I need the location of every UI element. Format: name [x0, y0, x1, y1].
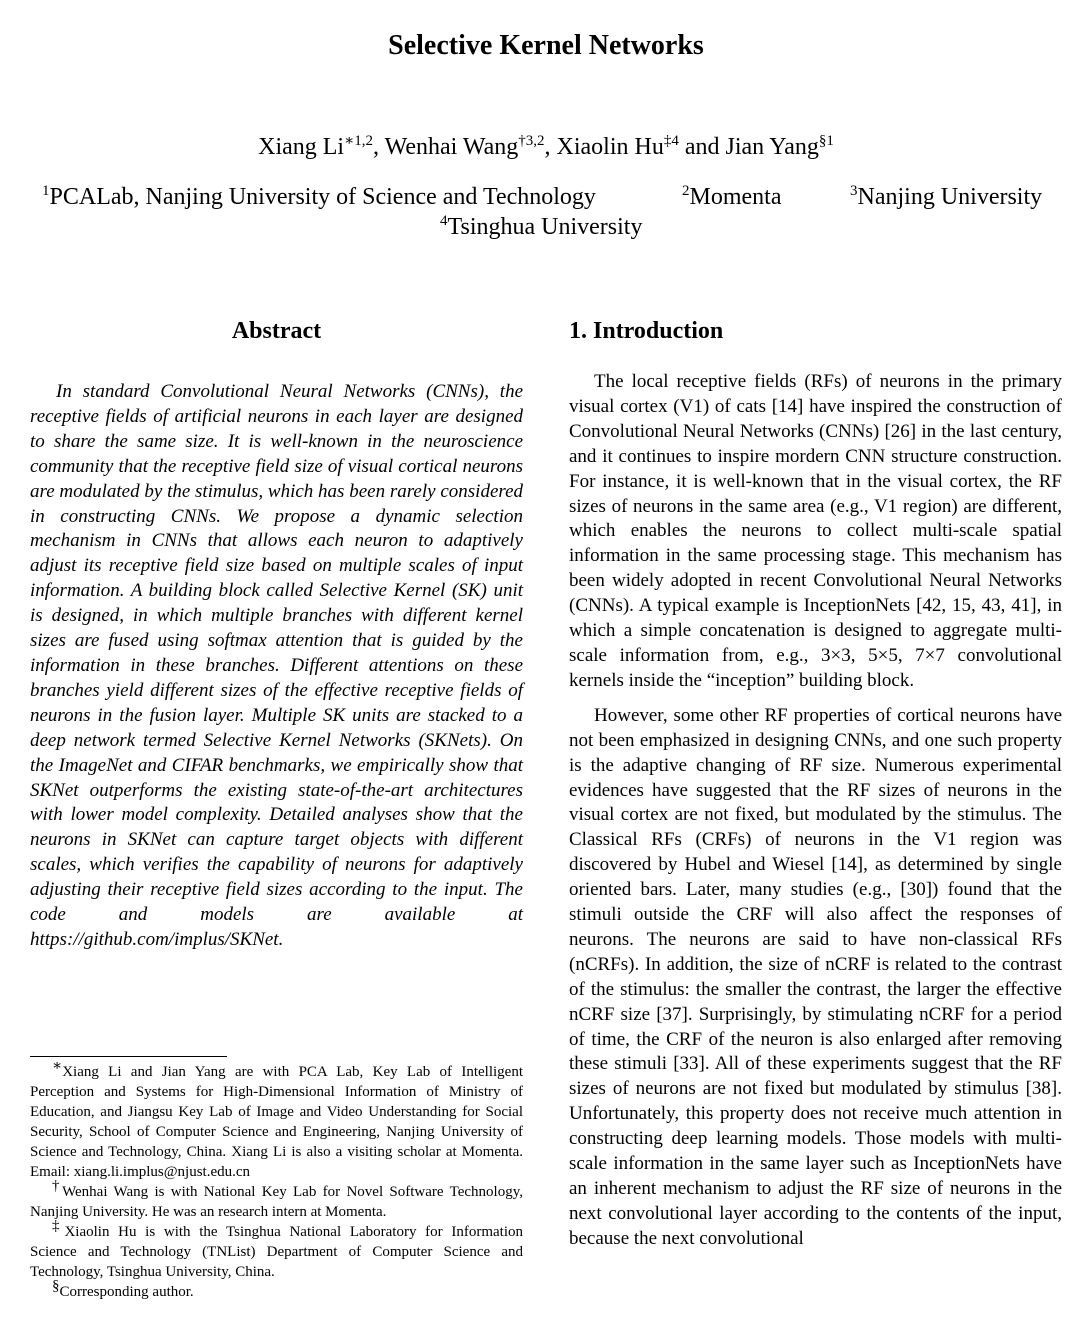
footnote-text: Corresponding author.	[59, 1284, 194, 1300]
footnote-text: Xiaolin Hu is with the Tsinghua National Laboratory for Information Science and Technology (TNList) Department of Computer Science and Technology, Tsinghua University, China.	[30, 1224, 523, 1280]
affiliation	[42, 184, 596, 211]
footnote	[30, 1218, 523, 1282]
author-mark: §1	[818, 133, 834, 149]
footnote	[30, 1058, 523, 1182]
affiliation-name: Tsinghua University	[447, 214, 643, 240]
author-conjunction: and	[678, 134, 726, 160]
affiliation-number: 2	[682, 183, 690, 199]
author-separator: ,	[544, 134, 557, 160]
author-name: Xiaolin Hu	[556, 134, 664, 160]
author-name: Jian Yang	[725, 134, 819, 160]
footnote-mark: †	[52, 1178, 63, 1194]
affiliation	[440, 214, 642, 241]
author-name: Xiang Li	[258, 134, 345, 160]
abstract-heading: Abstract	[231, 318, 322, 344]
footnote	[30, 1178, 523, 1222]
introduction-body	[569, 370, 1062, 1262]
author-mark: ∗1,2	[344, 133, 374, 149]
footnote-mark: ∗	[52, 1058, 63, 1074]
affiliation-name: PCALab, Nanjing University of Science and Technology	[49, 184, 596, 210]
affiliation-name: Momenta	[689, 184, 782, 210]
abstract-text: In standard Convolutional Neural Networks (CNNs), the receptive fields of artificial neurons in each layer are designed to share the same size. It is well-known in the neuroscience community that the receptive field size of visual cortical neurons are modulated by the stimulus, which has been rarely considered in constructing CNNs. We propose a dynamic selection mechanism in CNNs that allows each neuron to adaptively adjust its receptive field size based on multiple scales of input information. A building block called Selective Kernel (SK) unit is designed, in which multiple branches with different kernel sizes are fused using softmax attention that is guided by the information in these branches. Different attentions on these branches yield different sizes of the effective receptive fields of neurons in the fusion layer. Multiple SK units are stacked to a deep network termed Selective Kernel Networks (SKNets). On the ImageNet and CIFAR benchmarks, we empirically show that SKNet outperforms the existing state-of-the-art architectures with lower model complexity. Detailed analyses show that the neurons in SKNet can capture target objects with different scales, which verifies the capability of neurons for adaptively adjusting their receptive field sizes according to the input. The code and models are available at https://github.com/implus/SKNet.	[30, 381, 523, 950]
footnote-text: Xiang Li and Jian Yang are with PCA Lab, Key Lab of Intelligent Perception and Systems for High-Dimensional Information of Ministry of Education, and Jiangsu Key Lab of Image and Video Understanding for Social Security, School of Computer Science and Engineering, Nanjing University of Science and Technology, China. Xiang Li is also a visiting scholar at Momenta. Email: xiang.li.implus@njust.edu.cn	[30, 1064, 523, 1180]
author-mark: †3,2	[518, 133, 545, 149]
footnote-mark: ‡	[52, 1218, 65, 1234]
introduction-heading: 1. Introduction	[569, 318, 724, 344]
paper-title: Selective Kernel Networks	[388, 30, 704, 61]
affiliation-number: 3	[850, 183, 858, 199]
footnote-text: Wenhai Wang is with National Key Lab for Novel Software Technology, Nanjing University. He was an research intern at Momenta.	[30, 1184, 523, 1220]
affiliation-number: 1	[42, 183, 50, 199]
author-list	[0, 134, 1092, 161]
affiliation	[682, 184, 781, 211]
author-separator: ,	[373, 134, 385, 160]
footnote-mark: §	[52, 1278, 60, 1294]
paragraph: However, some other RF properties of cortical neurons have not been emphasized in designing CNNs, and one such property is the adaptive changing of RF size. Numerous experimental evidences have suggested that the RF sizes of neurons in the visual cortex are not fixed, but modulated by the stimulus. The Classical RFs (CRFs) of neurons in the V1 region was discovered by Hubel and Wiesel [14], as determined by single oriented bars. Later, many studies (e.g., [30]) found that the stimuli outside the CRF will also affect the responses of neurons. The neurons are said to have non-classical RFs (nCRFs). In addition, the size of nCRF is related to the contrast of the stimulus: the smaller the contrast, the larger the effective nCRF size [37]. Surprisingly, by stimulating nCRF for a period of time, the CRF of the neuron is also enlarged after removing these stimuli [33]. All of these experiments suggest that the RF sizes of neurons are not fixed but modulated by stimulus [38]. Unfortunately, this property does not receive much attention in constructing deep learning models. Those models with multi-scale information in the same layer such as InceptionNets have an inherent mechanism to adjust the RF size of neurons in the next convolutional layer according to the contents of the input, because the next convolutional	[569, 704, 1062, 1249]
footnote-divider	[30, 1056, 227, 1057]
author-mark: ‡4	[663, 133, 679, 149]
footnote	[30, 1278, 523, 1302]
footnotes	[30, 1058, 523, 1302]
paragraph: The local receptive fields (RFs) of neurons in the primary visual cortex (V1) of cats [14] have inspired the construction of Convolutional Neural Networks (CNNs) [26] in the last century, and it continues to inspire mordern CNN structure construction. For instance, it is well-known that in the visual cortex, the RF sizes of neurons in the same area (e.g., V1 region) are different, which enables the neurons to collect multi-scale spatial information in the same processing stage. This mechanism has been widely adopted in recent Convolutional Neural Networks (CNNs). A typical example is InceptionNets [42, 15, 43, 41], in which a simple concatenation is designed to aggregate multi-scale information from, e.g., 3×3, 5×5, 7×7 convolutional kernels inside the “inception” building block.	[569, 371, 1062, 691]
affiliation-number: 4	[440, 213, 448, 229]
affiliation	[850, 184, 1042, 211]
author-name: Wenhai Wang	[384, 134, 519, 160]
affiliation-name: Nanjing University	[857, 184, 1043, 210]
